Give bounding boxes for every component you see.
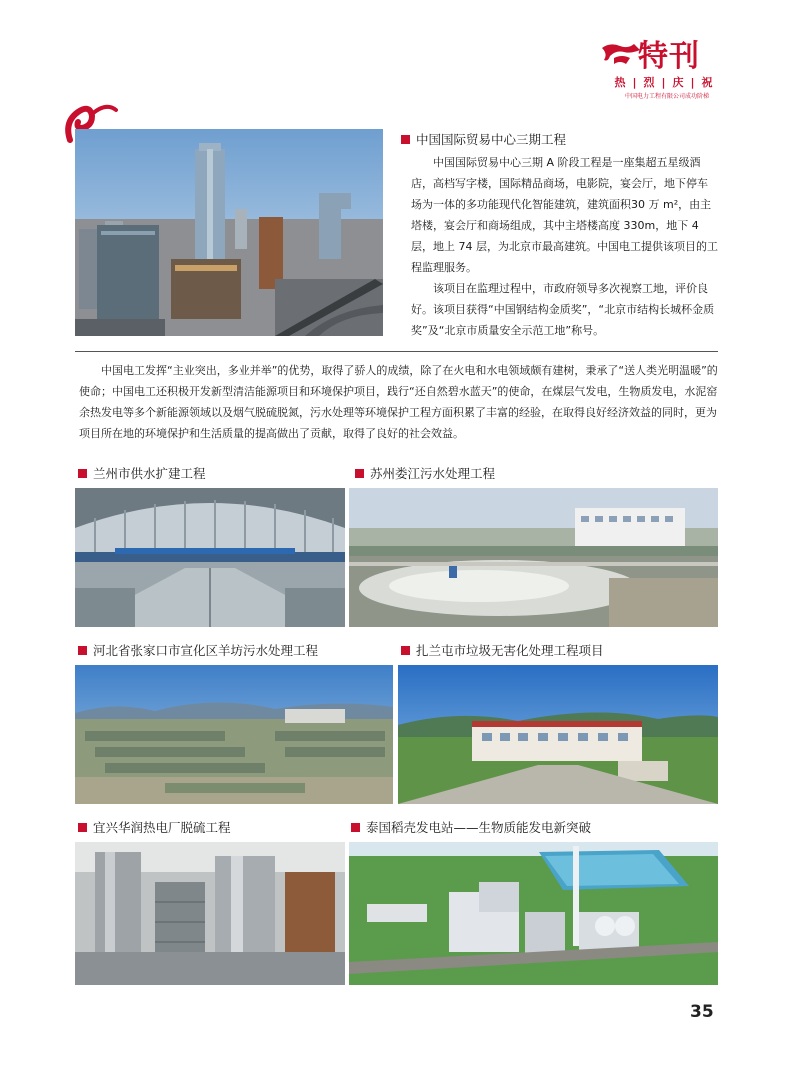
logo-title: 特刊 xyxy=(638,39,700,74)
project-title-zhalantun: 扎兰屯市垃圾无害化处理工程项目 xyxy=(401,643,604,659)
bullet-square-icon xyxy=(78,646,87,655)
feature-title: 中国国际贸易中心三期工程 xyxy=(401,132,566,148)
project-title-lanzhou: 兰州市供水扩建工程 xyxy=(78,466,206,482)
photo-world-trade-center xyxy=(75,129,383,336)
photo-suzhou-sewage xyxy=(349,488,718,627)
logo-subtitle: 热|烈|庆|祝 xyxy=(614,76,720,89)
divider-line xyxy=(75,351,718,352)
feature-paragraph-1: 中国国际贸易中心三期 A 阶段工程是一座集超五星级酒店，高档写字楼，国际精品商场，电影院，宴会厅，地下停车场为一体的多功能现代化智能建筑，建筑面积30 万 m²，由主塔楼，宴会厅和商场组成，其中主塔楼高度 330m，地下 4 层，地上 74 层，为北京市最高建筑。中国电工提供该项目的工程监理服务。 xyxy=(411,156,718,274)
bullet-square-icon xyxy=(78,823,87,832)
photo-lanzhou-water-supply xyxy=(75,488,345,627)
photo-zhalantun-waste xyxy=(398,665,718,804)
bullet-square-icon xyxy=(78,469,87,478)
project-title-zhangjiakou: 河北省张家口市宣化区羊坊污水处理工程 xyxy=(78,643,318,659)
page-number: 35 xyxy=(690,1002,714,1022)
bullet-square-icon xyxy=(355,469,364,478)
photo-yixing-desulfurization xyxy=(75,842,345,985)
bullet-square-icon xyxy=(351,823,360,832)
bullet-square-icon xyxy=(401,135,410,144)
photo-zhangjiakou-sewage xyxy=(75,665,393,804)
project-title-yixing: 宜兴华润热电厂脱硫工程 xyxy=(78,820,231,836)
project-title-suzhou: 苏州娄江污水处理工程 xyxy=(355,466,495,482)
intro-paragraph: 中国电工发挥“主业突出，多业并举”的优势，取得了骄人的成绩，除了在火电和水电领域颇有建树，秉承了“送人类光明温暖”的使命；中国电工还积极开发新型清洁能源项目和环境保护项目，践行“还自然碧水蓝天”的使命，在煤层气发电，生物质发电，水泥窑余热发电等多个新能源领域以及烟气脱硫脱氮，污水处理等环境保护工程方面积累了丰富的经验，在取得良好经济效益的同时，更为项目所在地的环境保护和生活质量的提高做出了贡献，取得了良好的社会效益。 xyxy=(79,364,718,440)
bullet-square-icon xyxy=(401,646,410,655)
feature-paragraph-2: 该项目在监理过程中，市政府领导多次视察工地，评价良好。该项目获得“中国钢结构金质奖”，“北京市结构长城杯金质奖”及“北京市质量安全示范工地”称号。 xyxy=(411,282,715,337)
logo-caption: 中国电力工程有限公司成功阶梯 xyxy=(624,93,709,100)
special-issue-logo xyxy=(600,40,730,104)
project-title-thailand: 泰国稻壳发电站——生物质能发电新突破 xyxy=(351,820,591,836)
photo-thailand-rice-husk-plant xyxy=(349,842,718,985)
